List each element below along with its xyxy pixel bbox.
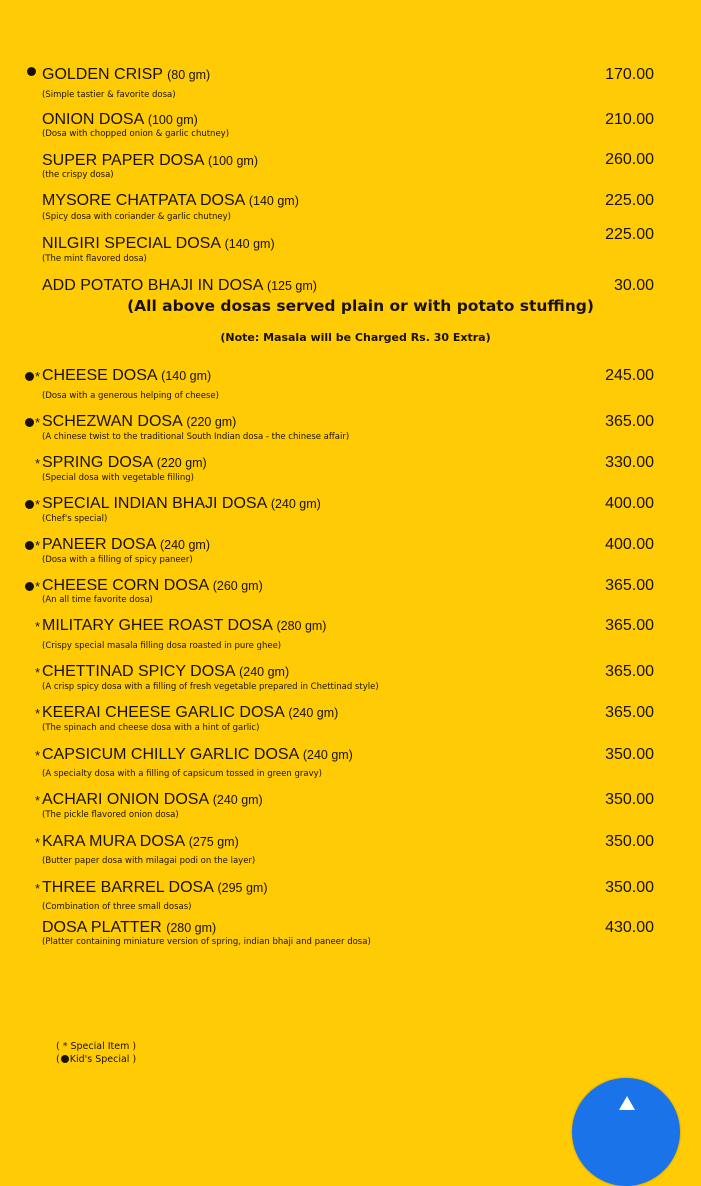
- item-weight: (220 gm): [156, 456, 207, 470]
- item-weight: (295 gm): [217, 881, 268, 895]
- item-title: KARA MURA DOSA: [42, 833, 185, 850]
- item-price: 260.00: [605, 151, 654, 168]
- legend-kids-prefix: (: [56, 1054, 60, 1065]
- item-price: 430.00: [605, 919, 654, 936]
- item-weight: (240 gm): [288, 706, 339, 720]
- item-title: CHEESE CORN DOSA: [42, 577, 209, 594]
- item-price: 365.00: [605, 663, 654, 680]
- item-price: 400.00: [605, 495, 654, 512]
- special-star-icon: *: [35, 835, 41, 850]
- kids-special-icon: [61, 1055, 69, 1063]
- item-name: [42, 919, 216, 937]
- item-weight: (140 gm): [161, 369, 212, 383]
- item-title: ADD POTATO BHAJI IN DOSA: [42, 277, 263, 294]
- item-weight: (280 gm): [276, 619, 327, 633]
- legend-kids-label: Kid's Special ): [69, 1054, 137, 1065]
- item-weight: (280 gm): [166, 921, 217, 935]
- arrow-up-icon: [619, 1096, 635, 1110]
- special-star-icon: *: [35, 538, 41, 553]
- kids-special-icon: [27, 67, 36, 76]
- item-weight: (240 gm): [270, 497, 321, 511]
- item-weight: (275 gm): [188, 835, 239, 849]
- item-description: (Combination of three small dosas): [42, 902, 192, 912]
- item-name: [42, 277, 317, 295]
- item-name: [42, 663, 289, 681]
- item-name: [42, 577, 263, 595]
- item-title: KEERAI CHEESE GARLIC DOSA: [42, 704, 284, 721]
- item-name: [42, 536, 210, 554]
- item-price: 30.00: [613, 277, 654, 294]
- item-name: [42, 235, 275, 253]
- kids-special-icon: [25, 500, 34, 509]
- item-title: ONION DOSA: [42, 111, 144, 128]
- item-price: 365.00: [605, 413, 654, 430]
- kids-special-icon: [25, 582, 34, 591]
- item-price: 350.00: [605, 833, 654, 850]
- item-name: [42, 111, 198, 129]
- item-price: 330.00: [605, 454, 654, 471]
- item-weight: (220 gm): [186, 415, 237, 429]
- item-title: SCHEZWAN DOSA: [42, 413, 182, 430]
- item-price: 350.00: [605, 791, 654, 808]
- item-price: 350.00: [605, 746, 654, 763]
- legend-kids: [56, 1054, 136, 1065]
- item-title: CHEESE DOSA: [42, 367, 157, 384]
- item-title: NILGIRI SPECIAL DOSA: [42, 235, 221, 252]
- item-price: 365.00: [605, 704, 654, 721]
- item-description: (A specialty dosa with a filling of capsicum tossed in green gravy): [42, 769, 322, 779]
- item-title: PANEER DOSA: [42, 536, 156, 553]
- special-star-icon: *: [35, 619, 41, 634]
- item-price: 170.00: [605, 66, 654, 83]
- item-description: (A crisp spicy dosa with a filling of fresh vegetable prepared in Chettinad style): [42, 682, 379, 692]
- item-name: [42, 791, 263, 809]
- special-star-icon: *: [35, 369, 41, 384]
- item-weight: (260 gm): [212, 579, 263, 593]
- item-title: ACHARI ONION DOSA: [42, 791, 209, 808]
- kids-special-icon: [25, 541, 34, 550]
- item-weight: (240 gm): [159, 538, 210, 552]
- item-title: MYSORE CHATPATA DOSA: [42, 192, 245, 209]
- item-title: SPECIAL INDIAN BHAJI DOSA: [42, 495, 267, 512]
- item-title: DOSA PLATTER: [42, 919, 162, 936]
- served-note: (All above dosas served plain or with potato stuffing): [127, 297, 594, 315]
- item-weight: (100 gm): [147, 113, 198, 127]
- item-price: 400.00: [605, 536, 654, 553]
- item-description: (Spicy dosa with coriander & garlic chutney): [42, 212, 231, 222]
- item-description: (Dosa with a filling of spicy paneer): [42, 555, 193, 565]
- item-name: [42, 192, 299, 210]
- special-star-icon: *: [35, 665, 41, 680]
- item-title: SUPER PAPER DOSA: [42, 152, 204, 169]
- item-price: 365.00: [605, 577, 654, 594]
- masala-note: (Note: Masala will be Charged Rs. 30 Extra): [220, 331, 491, 344]
- item-weight: (140 gm): [248, 194, 299, 208]
- item-title: CHETTINAD SPICY DOSA: [42, 663, 235, 680]
- item-title: GOLDEN CRISP: [42, 66, 163, 83]
- item-name: [42, 746, 353, 764]
- kids-special-icon: [25, 372, 34, 381]
- item-weight: (140 gm): [224, 237, 275, 251]
- item-title: CAPSICUM CHILLY GARLIC DOSA: [42, 746, 299, 763]
- item-name: [42, 617, 326, 635]
- item-description: (Crispy special masala filling dosa roasted in pure ghee): [42, 641, 282, 651]
- legend-special: ( * Special Item ): [56, 1041, 137, 1052]
- special-star-icon: *: [35, 706, 41, 721]
- item-title: SPRING DOSA: [42, 454, 153, 471]
- special-star-icon: *: [35, 579, 41, 594]
- item-price: 350.00: [605, 879, 654, 896]
- item-name: [42, 367, 211, 385]
- item-name: [42, 495, 321, 513]
- item-description: (The pickle flavored onion dosa): [42, 810, 179, 820]
- item-name: [42, 152, 258, 170]
- item-price: 210.00: [605, 111, 654, 128]
- item-title: MILITARY GHEE ROAST DOSA: [42, 617, 272, 634]
- item-name: [42, 454, 207, 472]
- item-weight: (240 gm): [212, 793, 263, 807]
- item-name: [42, 879, 268, 897]
- item-description: (Dosa with chopped onion & garlic chutney): [42, 129, 230, 139]
- item-weight: (100 gm): [207, 154, 259, 168]
- item-price: 225.00: [605, 192, 654, 209]
- item-weight: (240 gm): [239, 665, 290, 679]
- special-star-icon: *: [35, 497, 41, 512]
- item-name: [42, 66, 210, 84]
- special-star-icon: *: [35, 415, 41, 430]
- special-star-icon: *: [35, 456, 41, 471]
- item-weight: (240 gm): [302, 748, 353, 762]
- item-description: (Special dosa with vegetable filling): [42, 473, 194, 483]
- item-description: (The mint flavored dosa): [42, 254, 147, 264]
- item-description: (the crispy dosa): [42, 170, 114, 180]
- special-star-icon: *: [35, 748, 41, 763]
- item-description: (The spinach and cheese dosa with a hint of garlic): [42, 723, 260, 733]
- kids-special-icon: [25, 418, 34, 427]
- item-description: (An all time favorite dosa): [42, 595, 153, 605]
- item-name: [42, 833, 239, 851]
- item-description: (Platter containing miniature version of spring, indian bhaji and paneer dosa): [42, 937, 371, 947]
- special-star-icon: *: [35, 793, 41, 808]
- item-weight: (80 gm): [167, 68, 211, 82]
- item-price: 225.00: [605, 226, 654, 243]
- item-price: 245.00: [605, 367, 654, 384]
- item-description: (Dosa with a generous helping of cheese): [42, 391, 219, 401]
- item-name: [42, 413, 236, 431]
- item-description: (A chinese twist to the traditional South Indian dosa - the chinese affair): [42, 432, 350, 442]
- item-weight: (125 gm): [266, 279, 317, 293]
- item-title: THREE BARREL DOSA: [42, 879, 214, 896]
- item-description: (Chef's special): [42, 514, 108, 524]
- item-description: (Butter paper dosa with milagai podi on the layer): [42, 856, 256, 866]
- item-description: (Simple tastier & favorite dosa): [42, 90, 176, 100]
- scroll-to-top-button[interactable]: [572, 1078, 680, 1186]
- special-star-icon: *: [35, 881, 41, 896]
- item-name: [42, 704, 338, 722]
- item-price: 365.00: [605, 617, 654, 634]
